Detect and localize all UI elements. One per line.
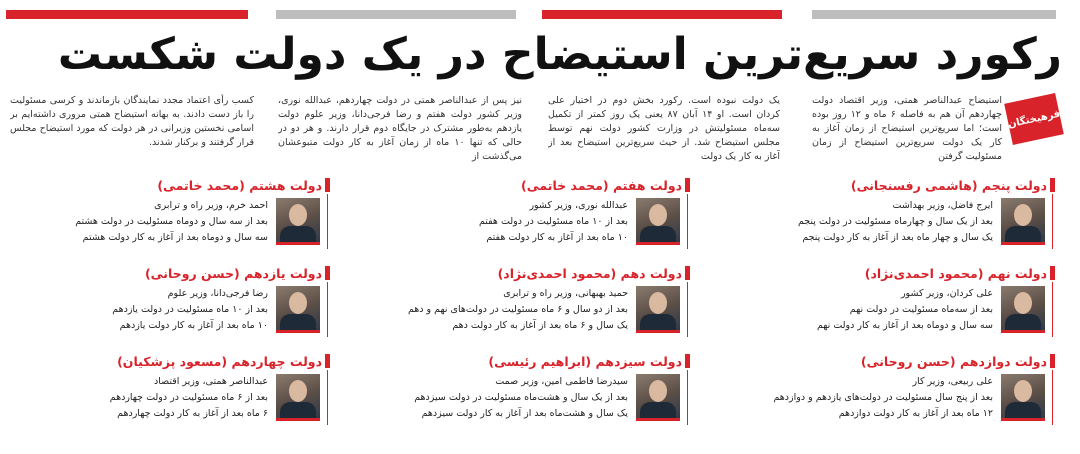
gov-name: دولت یازدهم <box>244 266 322 281</box>
section-mark <box>1050 354 1055 368</box>
government-card <box>370 176 690 250</box>
card-title <box>498 266 682 281</box>
minister-photo <box>1001 286 1045 333</box>
top-bar <box>812 10 1056 19</box>
divider <box>687 282 688 337</box>
card-details <box>10 374 268 422</box>
since-start-line: ۱۰ ماه بعد از آغاز به کار دولت هفتم <box>486 232 628 243</box>
gov-name: دولت هشتم <box>249 178 322 193</box>
card-details <box>735 286 993 334</box>
intro-column: استیضاح عبدالناصر همتی، وزیر اقتصاد دولت چهاردهم آن هم به فاصله ۶ ماه و ۱۲ روز بوده است؛ اما سریع‌ترین استیضاح از زمان آغاز به کار یک دولت سریع‌ترین استیضاح از زمان مسئولیت گرفتن <box>812 95 1002 162</box>
card-title <box>117 354 322 369</box>
card-details <box>735 198 993 246</box>
tenure-line: بعد از ۶ ماه مسئولیت در دولت چهاردهم <box>109 392 268 403</box>
government-card <box>10 264 330 338</box>
card-details <box>10 286 268 334</box>
gov-name: دولت دهم <box>620 266 682 281</box>
president-name: (محمد خاتمی) <box>521 178 609 193</box>
since-start-line: سه سال و دوماه بعد از آغاز به کار دولت نهم <box>816 320 993 331</box>
president-name: (حسن روحانی) <box>860 354 956 369</box>
section-mark <box>325 178 330 192</box>
headline: رکورد سریع‌ترین استیضاح در یک دولت شکست <box>57 29 1062 80</box>
minister-photo <box>1001 198 1045 245</box>
card-title <box>865 266 1047 281</box>
gov-name: دولت پنجم <box>981 178 1047 193</box>
card-details <box>735 374 993 422</box>
gov-name: دولت سیزدهم <box>595 354 682 369</box>
since-start-line: ۶ ماه بعد از آغاز به کار دولت چهاردهم <box>117 408 268 419</box>
minister-photo <box>276 374 320 421</box>
since-start-line: ۱۲ ماه بعد از آغاز به کار دولت دوازدهم <box>838 408 993 419</box>
minister-name: علی ربیعی، وزیر کار <box>912 376 993 387</box>
president-name: (هاشمی رفسنجانی) <box>850 178 978 193</box>
card-title <box>157 178 322 193</box>
card-details <box>370 198 628 246</box>
minister-name: حمید بهبهانی، وزیر راه و ترابری <box>503 288 628 299</box>
minister-name: عبدالناصر همتی، وزیر اقتصاد <box>153 376 268 387</box>
minister-photo <box>1001 374 1045 421</box>
tenure-line: بعد از پنج سال مسئولیت در دولت‌های یازدهم و دوازدهم <box>773 392 993 403</box>
card-title <box>851 178 1047 193</box>
card-title <box>145 266 322 281</box>
tenure-line: بعد از ۱۰ ماه مسئولیت در دولت هفتم <box>478 216 628 227</box>
government-card <box>735 176 1055 250</box>
since-start-line: ۱۰ ماه بعد از آغاز به کار دولت یازدهم <box>119 320 268 331</box>
minister-name: سیدرضا فاطمی امین، وزیر صمت <box>495 376 628 387</box>
divider <box>327 194 328 249</box>
gov-name: دولت چهاردهم <box>231 354 322 369</box>
section-mark <box>1050 178 1055 192</box>
card-title <box>521 178 682 193</box>
card-details <box>370 374 628 422</box>
section-mark <box>325 266 330 280</box>
president-name: (محمود احمدی‌نژاد) <box>497 266 617 281</box>
minister-name: عبدالله نوری، وزیر کشور <box>529 200 628 211</box>
government-card <box>735 264 1055 338</box>
section-mark <box>1050 266 1055 280</box>
gov-name: دولت هفتم <box>612 178 682 193</box>
since-start-line: یک سال و هشت‌ماه بعد از آغاز به کار دولت سیزدهم <box>421 408 628 419</box>
card-title <box>861 354 1047 369</box>
gov-name: دولت نهم <box>987 266 1047 281</box>
president-name: (مسعود پزشکیان) <box>117 354 228 369</box>
top-bar <box>6 10 248 19</box>
government-card <box>10 176 330 250</box>
since-start-line: یک سال و ۶ ماه بعد از آغاز به کار دولت دهم <box>452 320 628 331</box>
tenure-line: بعد از سه‌ماه مسئولیت در دولت نهم <box>849 304 993 315</box>
government-card <box>10 352 330 426</box>
tenure-line: بعد از ۱۰ ماه مسئولیت در دولت یازدهم <box>112 304 268 315</box>
top-bar <box>542 10 782 19</box>
intro-column: یک دولت نبوده است. رکورد بخش دوم در اختیار علی کردان است. او ۱۴ آبان ۸۷ یعنی یک روز کمتر از تکمیل سه‌ماه مسئولیتش در وزارت کشور دولت نهم توسط مجلس استیضاح شد. از حیث سریع‌ترین استیضاح بعد از آغاز به کار یک دولت <box>548 95 780 162</box>
tenure-line: بعد از یک سال و چهارماه مسئولیت در دولت پنجم <box>797 216 993 227</box>
divider <box>687 370 688 425</box>
section-mark <box>685 266 690 280</box>
card-details <box>370 286 628 334</box>
government-card <box>735 352 1055 426</box>
top-bar <box>276 10 516 19</box>
president-name: (محمود احمدی‌نژاد) <box>864 266 984 281</box>
minister-photo <box>636 286 680 333</box>
minister-photo <box>276 286 320 333</box>
since-start-line: یک سال و چهار ماه بعد از آغاز به کار دولت پنجم <box>802 232 993 243</box>
intro-column: کسب رأی اعتماد مجدد نمایندگان بازماندند و کرسی مسئولیت را باز دست دادند. به بهانه استیضاح همتی مروری داشته‌ایم بر اسامی نخستین وزیرانی در هر دولت که مورد استیضاح مجلس قرار گرفتند و برکنار شدند. <box>10 95 254 148</box>
divider <box>1052 194 1053 249</box>
divider <box>327 282 328 337</box>
tenure-line: بعد از دو سال و ۶ ماه مسئولیت در دولت‌های نهم و دهم <box>407 304 628 315</box>
logo-text: فرهیختگان <box>1006 108 1062 130</box>
section-mark <box>685 354 690 368</box>
card-title <box>488 354 682 369</box>
minister-name: احمد خرم، وزیر راه و ترابری <box>154 200 268 211</box>
president-name: (حسن روحانی) <box>144 266 240 281</box>
tenure-line: بعد از سه سال و دوماه مسئولیت در دولت هشتم <box>75 216 268 227</box>
divider <box>687 194 688 249</box>
section-mark <box>685 178 690 192</box>
card-details <box>10 198 268 246</box>
minister-name: علی کردان، وزیر کشور <box>900 288 993 299</box>
president-name: (ابراهیم رئیسی) <box>488 354 592 369</box>
minister-name: ایرج فاضل، وزیر بهداشت <box>892 200 993 211</box>
minister-name: رضا فرجی‌دانا، وزیر علوم <box>167 288 268 299</box>
minister-photo <box>276 198 320 245</box>
divider <box>1052 282 1053 337</box>
intro-column: نیز پس از عبدالناصر همتی در دولت چهاردهم، عبدالله نوری، وزیر کشور دولت هفتم و رضا فرجی‌دانا، وزیر علوم دولت یازدهم به‌طور مشترک در جایگاه دوم قرار دارند. و هر دو در حالی که تنها ۱۰ ماه از زمان آغاز به کار دولت متبوعشان می‌گذشت از <box>278 95 522 162</box>
since-start-line: سه سال و دوماه بعد از آغاز به کار دولت هشتم <box>82 232 268 243</box>
publication-logo <box>1004 93 1064 145</box>
divider <box>1052 370 1053 425</box>
divider <box>327 370 328 425</box>
minister-photo <box>636 198 680 245</box>
government-card <box>370 264 690 338</box>
government-card <box>370 352 690 426</box>
gov-name: دولت دوازدهم <box>959 354 1047 369</box>
section-mark <box>325 354 330 368</box>
president-name: (محمد خاتمی) <box>157 178 245 193</box>
tenure-line: بعد از یک سال و هشت‌ماه مسئولیت در دولت سیزدهم <box>414 392 628 403</box>
minister-photo <box>636 374 680 421</box>
